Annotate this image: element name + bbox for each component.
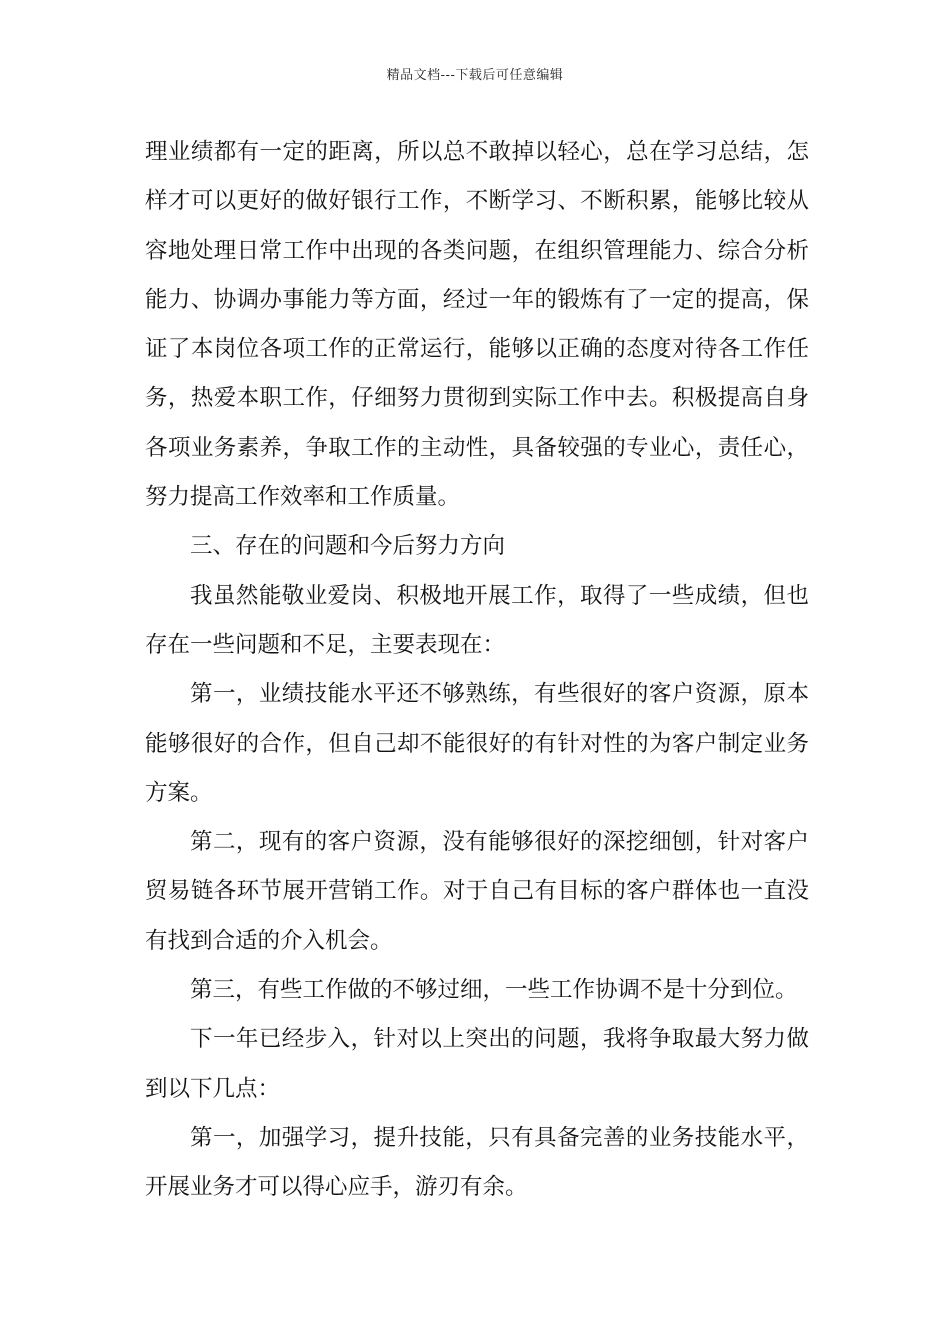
text-line: 到以下几点： (145, 1075, 281, 1102)
text-line: 理业绩都有一定的距离，所以总不敢掉以轻心，总在学习总结，怎 (145, 139, 809, 165)
text-line: 第三，有些工作做的不够过细，一些工作协调不是十分到位。 (190, 977, 798, 1004)
text-line: 下一年已经步入，针对以上突出的问题，我将争取最大努力做 (190, 1026, 809, 1053)
text-line: 证了本岗位各项工作的正常运行，能够以正确的态度对待各工作任 (145, 336, 809, 363)
text-line: 第一，加强学习，提升技能，只有具备完善的业务技能水平， (190, 1124, 809, 1151)
text-line: 各项业务素养，争取工作的主动性，具备较强的专业心，责任心， (145, 434, 809, 461)
text-line: 务，热爱本职工作，仔细努力贯彻到实际工作中去。积极提高自身 (145, 385, 809, 412)
document-body (145, 128, 809, 1213)
section-heading: 三、存在的问题和今后努力方向 (190, 533, 506, 560)
text-line: 能够很好的合作，但自己却不能很好的有针对性的为客户制定业务 (145, 730, 809, 757)
text-line: 能力、协调办事能力等方面，经过一年的锻炼有了一定的提高，保 (145, 286, 809, 313)
page-header: 精品文档---下载后可任意编辑 (386, 68, 564, 83)
text-line: 第二，现有的客户资源，没有能够很好的深挖细刨，针对客户 (190, 829, 809, 856)
text-line: 方案。 (145, 779, 213, 806)
text-line: 样才可以更好的做好银行工作，不断学习、不断积累，能够比较从 (145, 188, 809, 215)
text-line: 容地处理日常工作中出现的各类问题，在组织管理能力、综合分析 (145, 237, 809, 264)
text-line: 第一，业绩技能水平还不够熟练，有些很好的客户资源，原本 (190, 681, 809, 708)
text-line: 有找到合适的介入机会。 (145, 927, 393, 954)
text-line: 我虽然能敬业爱岗、积极地开展工作，取得了一些成绩，但也 (190, 582, 809, 609)
text-line: 努力提高工作效率和工作质量。 (145, 484, 461, 511)
text-line: 存在一些问题和不足，主要表现在： (145, 631, 506, 658)
text-line: 开展业务才可以得心应手，游刃有余。 (145, 1174, 528, 1201)
text-line: 贸易链各环节展开营销工作。对于自己有目标的客户群体也一直没 (145, 878, 809, 905)
